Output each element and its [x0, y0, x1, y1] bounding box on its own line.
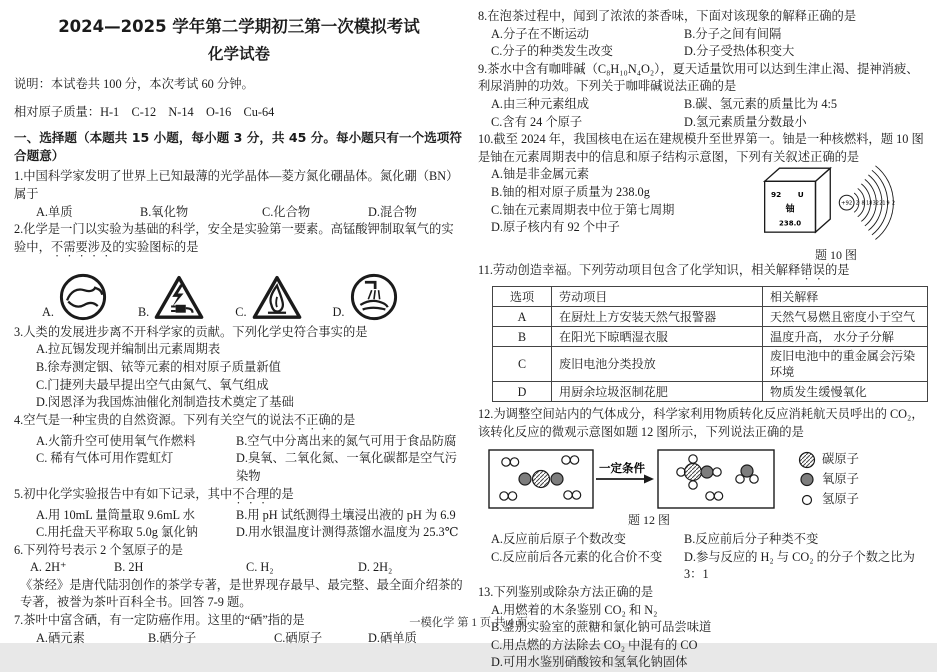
question-10-option-d: D.原子核内有 92 个中子	[491, 220, 620, 235]
question-1-option-b: B.氧化物	[140, 204, 189, 219]
question-8-options-cd	[478, 43, 930, 61]
question-11-table	[492, 286, 928, 402]
question-3-option-b: B.徐寿测定铟、铱等元素的相对原子质量新值	[36, 359, 281, 374]
arrow-condition-label: 一定条件	[599, 460, 645, 475]
question-2-stem-pre: 2.化学是一门以实验为基础的科学，安全是实验第一要素。高锰酸钾制取氧气的实验中，	[14, 222, 454, 254]
page-footer: 一模化学 第 1 页 共 4 页	[409, 617, 528, 630]
question-6-option-b: B. 2H	[114, 560, 144, 575]
shell-6-electrons: 9	[886, 201, 890, 208]
table-row-b	[493, 327, 928, 347]
question-2-option-b	[138, 274, 205, 322]
left-column	[14, 8, 464, 647]
flame-icon	[251, 274, 303, 322]
question-2-stem	[14, 221, 464, 260]
question-2-option-a	[42, 272, 108, 322]
question-7-option-d: D.硒单质	[368, 630, 417, 645]
shell-5-electrons: 21	[879, 201, 886, 208]
question-4-options-cd	[14, 450, 464, 485]
right-column	[478, 8, 930, 672]
question-6-stem: 6.下列符号表示 2 个氢原子的是	[14, 542, 184, 557]
question-3-option-d: D.闵恩泽为我国炼油催化剂制造技术奠定了基础	[36, 395, 294, 410]
question-13-option-c: C.用点燃的方法除去 CO₂ 中混有的 CO	[491, 637, 698, 652]
table-cell: 在阳光下晾晒湿衣服	[552, 327, 763, 347]
question-9-option-b: B.碳、氢元素的质量比为 4:5	[684, 96, 838, 111]
hydrogen-atom-icon	[798, 494, 816, 506]
question-12-legend	[798, 446, 859, 510]
question-10-body	[478, 166, 930, 262]
question-1-stem: 1.中国科学家发明了世界上已知最薄的光学晶体—菱方氮化硼晶体。氮化硼（BN）属于	[14, 169, 459, 201]
question-4-option-d: D.臭氧、二氧化氮、一氧化碳都是空气污染物	[236, 451, 458, 483]
option-c-label: C.	[235, 305, 247, 320]
question-8-option-a: A.分子在不断运动	[491, 26, 590, 41]
question-11-stem-emphasis: 错误	[800, 263, 825, 278]
legend-hydrogen	[798, 490, 859, 510]
question-8-option-d: D.分子受热体积变大	[684, 44, 795, 59]
question-2-stem-post: 的实验图标的是	[112, 239, 199, 254]
question-2-stem-emphasis: 不需要涉及	[50, 239, 113, 254]
uranium-element-and-atom-diagram	[742, 160, 930, 242]
carbon-atom-icon	[798, 451, 816, 469]
option-a-label: A.	[42, 305, 54, 320]
table-cell: 废旧电池分类投放	[552, 347, 763, 382]
question-11-stem-post: 的是	[824, 263, 850, 278]
question-6-options	[14, 559, 464, 577]
question-7-option-c: C.硒原子	[274, 630, 323, 645]
uranium-name: 铀	[785, 205, 795, 216]
question-3-stem: 3.人类的发展进步离不开科学家的贡献。下列化学史符合事实的是	[14, 324, 368, 339]
question-9-option-c: C.含有 24 个原子	[491, 114, 583, 129]
shell-1-electrons: 2	[855, 201, 859, 208]
table-cell: 在厨灶上方安装天然气报警器	[552, 307, 763, 327]
option-b-label: B.	[137, 305, 150, 320]
table-header-activity: 劳动项目	[552, 287, 763, 307]
question-9-stem: 9.茶水中含有咖啡碱（C₈H₁₀N₄O₂），夏天适量饮用可以达到生津止渴、提神消疲、利尿消肿的功效。下列关于咖啡碱说法正确的是	[478, 61, 919, 94]
question-10-figure-caption: 题 10 图	[814, 247, 857, 262]
question-6-option-a: A. 2H⁺	[30, 560, 67, 575]
shell-2-electrons: 8	[861, 201, 865, 208]
question-9-option-d: D.氢元素质量分数最小	[684, 114, 807, 129]
question-1-option-a: A.单质	[36, 204, 73, 219]
table-header-row	[493, 287, 928, 307]
question-12-figure	[488, 446, 930, 512]
question-5-stem-emphasis: 不合理	[232, 486, 270, 501]
table-row-d	[493, 382, 928, 402]
question-9-option-a: A.由三种元素组成	[491, 96, 590, 111]
question-10-option-c: C.铀在元素周期表中位于第七周期	[491, 202, 675, 217]
question-10-figure	[742, 160, 930, 262]
question-11-stem	[478, 262, 930, 283]
question-12-stem: 12.为调整空间站内的气体成分，科学家利用物质转化反应消耗航天员呼出的 CO₂，该转化反应的微观示意图如题 12 图所示，下列说法正确的是	[478, 407, 924, 439]
question-12-option-d: D.参与反应的 H₂ 与 CO₂ 的分子个数之比为 3：1	[684, 549, 915, 582]
table-header-option: 选项	[493, 287, 552, 307]
table-row-c	[493, 347, 928, 382]
nucleus-charge: +92	[841, 201, 853, 208]
uranium-mass: 238.0	[779, 219, 802, 228]
table-cell: C	[493, 347, 552, 382]
question-7-option-b: B.硒分子	[148, 630, 197, 645]
question-10-options	[478, 166, 743, 236]
question-5-option-a: A.用 10mL 量筒量取 9.6mL 水	[36, 507, 195, 522]
question-3-option-a: A.拉瓦锡发现并编制出元素周期表	[36, 342, 221, 357]
legend-hydrogen-label: 氢原子	[822, 491, 859, 506]
pour-liquid-icon	[58, 272, 108, 322]
question-11-stem-pre: 11.劳动创造幸福。下列劳动项目包含了化学知识，相关解释	[478, 263, 801, 278]
question-5-options-cd	[14, 524, 464, 542]
legend-oxygen	[798, 470, 859, 490]
question-6-option-c: C. H₂	[246, 560, 274, 575]
uranium-symbol: U	[797, 190, 804, 200]
question-1-option-c: C.化合物	[262, 204, 311, 219]
question-4-stem-emphasis: 不正确	[293, 412, 331, 427]
question-2-option-d	[333, 272, 399, 322]
question-8-stem: 8.在泡茶过程中，闻到了浓浓的茶香味，下面对该现象的解释正确的是	[478, 9, 857, 23]
question-5-stem-post: 的是	[269, 486, 294, 501]
reaction-micro-diagram	[488, 446, 788, 512]
question-5-option-c: C.用托盘天平称取 5.0g 氯化钠	[36, 525, 198, 540]
question-12-option-c: C.反应前后各元素的化合价不变	[491, 549, 663, 564]
question-7-stem: 7.茶叶中富含硒，有一定防癌作用。这里的“硒”指的是	[14, 613, 305, 628]
table-cell: 用厨余垃圾沤制花肥	[552, 382, 763, 402]
question-12-option-a: A.反应前后原子个数改变	[491, 532, 626, 547]
table-header-explanation: 相关解释	[763, 287, 928, 307]
question-4-stem-post: 的是	[330, 412, 356, 427]
question-8-option-c: C.分子的种类发生改变	[491, 44, 613, 59]
question-4-option-c: C. 稀有气体可用作霓虹灯	[36, 451, 174, 466]
question-12-options-cd	[478, 549, 930, 584]
table-cell: 物质发生缓慢氧化	[763, 382, 928, 402]
question-4-option-b: B.空气中分离出来的氮气可用于食品防腐	[236, 433, 457, 448]
wash-hands-icon	[349, 272, 399, 322]
question-4-options-ab	[14, 433, 464, 451]
question-12-options-ab	[478, 531, 930, 549]
section-header: 一、选择题（本题共 15 小题，每小题 3 分，共 45 分。每小题只有一个选项符合题意）	[14, 130, 462, 163]
question-9-options-cd	[478, 114, 930, 132]
question-10-option-a: A.铀是非金属元素	[491, 167, 590, 182]
question-7-option-a: A.硒元素	[36, 630, 85, 645]
atomic-masses-line: 相对原子质量：H-1 C-12 N-14 O-16 Cu-64	[14, 104, 275, 119]
question-2-icon-options	[14, 264, 464, 322]
question-5-option-d: D.用水银温度计测得蒸馏水温度为 25.3℃	[236, 525, 459, 540]
question-13-option-d: D.可用水鉴别硝酸铵和氢氧化钠固体	[491, 655, 688, 670]
question-6-option-d: D. 2H₂	[358, 560, 393, 575]
exam-subtitle: 化学试卷	[207, 45, 270, 63]
table-cell: A	[493, 307, 552, 327]
table-cell: 温度升高， 水分子分解	[763, 327, 928, 347]
question-13-option-a: A.用燃着的木条鉴别 CO₂ 和 N₂	[491, 602, 658, 617]
question-4-stem	[14, 412, 464, 433]
uranium-atomic-number: 92	[771, 190, 782, 200]
table-cell: D	[493, 382, 552, 402]
table-cell: 废旧电池中的重金属会污染环境	[763, 347, 928, 382]
question-1-option-d: D.混合物	[368, 204, 417, 219]
exam-title: 2024—2025 学年第二学期初三第一次模拟考试	[58, 17, 420, 36]
legend-carbon-label: 碳原子	[822, 451, 859, 466]
exam-note: 说明：本试卷共 100 分，本次考试 60 分钟。	[14, 77, 254, 91]
question-13-option-b: B.鉴别实验室的蔗糖和氯化钠可品尝味道	[491, 620, 712, 635]
question-3-option-c: C.门捷列夫最早提出空气由氮气、氧气组成	[36, 377, 269, 392]
question-10-stem: 10.截至 2024 年，我国核电在运在建规模升至世界第一。铀是一种核燃料，题 10 图是铀在元素周期表中的信息和原子结构示意图，下列有关叙述正确的是	[478, 132, 924, 164]
question-8-options-ab	[478, 26, 930, 44]
option-d-label: D.	[332, 305, 345, 320]
oxygen-atom-icon	[798, 472, 816, 487]
legend-oxygen-label: 氧原子	[822, 471, 859, 486]
question-12-figure-caption: 题 12 图	[628, 512, 671, 527]
question-5-stem-pre: 5.初中化学实验报告中有如下记录，其中	[14, 486, 233, 501]
question-4-option-a: A.火箭升空可使用氧气作燃料	[36, 433, 196, 448]
question-2-option-c	[235, 274, 302, 322]
question-5-stem	[14, 486, 464, 507]
question-4-stem-pre: 4.空气是一种宝贵的自然资源。下列有关空气的说法	[14, 412, 294, 427]
shell-3-electrons: 18	[866, 201, 873, 208]
question-8-option-b: B.分子之间有间隔	[684, 26, 782, 41]
legend-carbon	[798, 450, 859, 470]
table-cell: 天然气易燃且密度小于空气	[763, 307, 928, 327]
question-10-option-b: B.铀的相对原子质量为 238.0g	[491, 184, 650, 199]
table-cell: B	[493, 327, 552, 347]
electric-hazard-icon	[153, 274, 205, 322]
table-row-a	[493, 307, 928, 327]
question-1-options	[14, 204, 464, 222]
question-13-stem: 13.下列鉴别或除杂方法正确的是	[478, 584, 654, 599]
question-5-options-ab	[14, 507, 464, 525]
tea-passage: 《茶经》是唐代陆羽创作的茶学专著，是世界现存最早、最完整、最全面介绍茶的专著，被誉为茶叶百科全书。回答 7-9 题。	[20, 577, 463, 610]
question-9-options-ab	[478, 96, 930, 114]
question-12-option-b: B.反应前后分子种类不变	[684, 532, 819, 547]
shell-4-electrons: 32	[872, 201, 879, 208]
shell-7-electrons: 2	[891, 201, 895, 208]
question-5-option-b: B.用 pH 试纸测得土壤浸出液的 pH 为 6.9	[236, 507, 456, 522]
